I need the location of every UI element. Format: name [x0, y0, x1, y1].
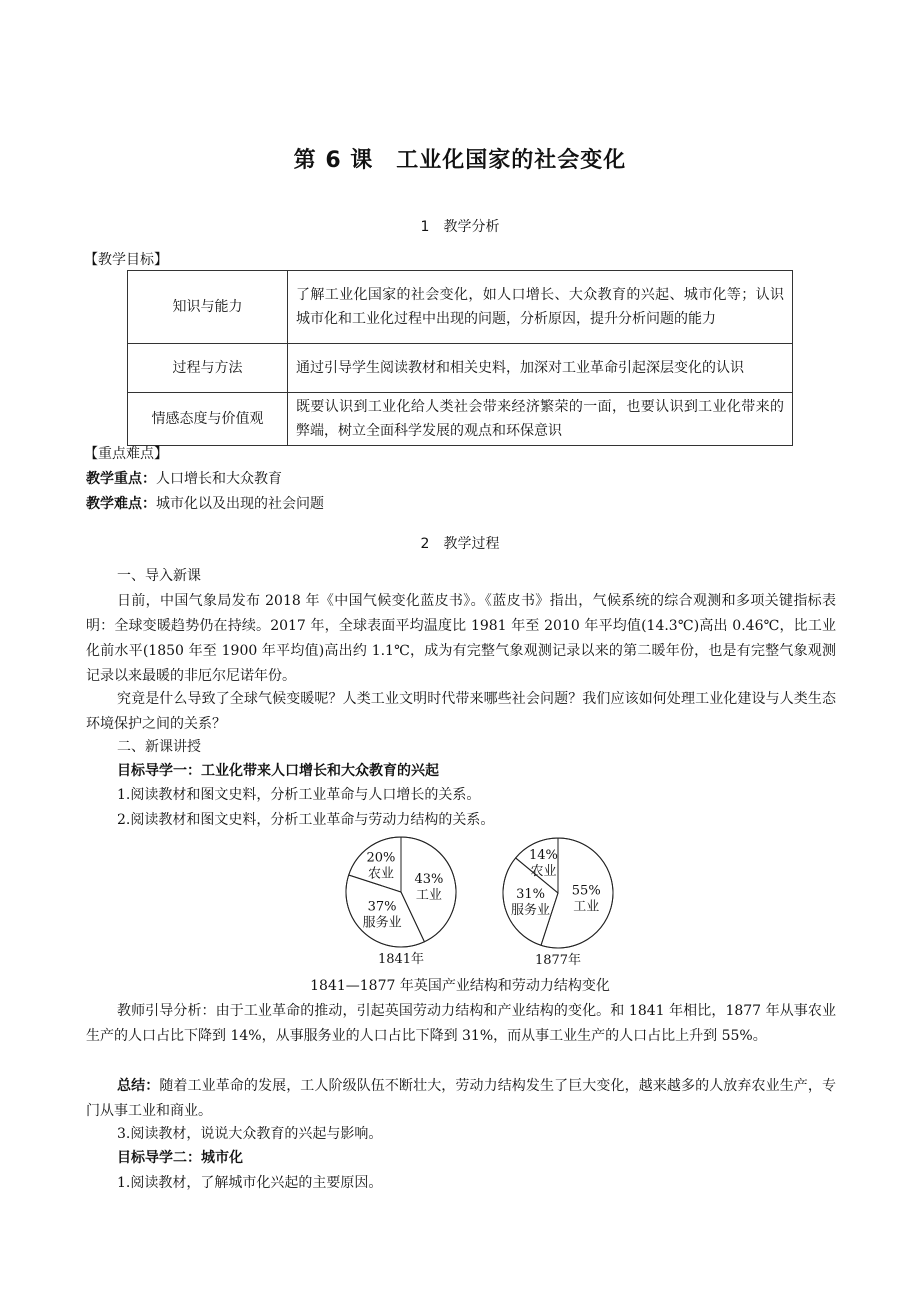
pie-category-label: 服务业 [511, 902, 551, 918]
key-point-label: 教学重点： [86, 471, 156, 487]
difficult-point-text: 城市化以及出现的社会问题 [156, 496, 324, 512]
pie-percent-label: 20% [366, 850, 396, 866]
pie-charts-svg [330, 833, 650, 973]
chart-caption: 1841—1877 年英国产业结构和劳动力结构变化 [310, 978, 610, 994]
goal2-item-1: 1.阅读教材，了解城市化兴起的主要原因。 [117, 1175, 383, 1191]
difficult-point-label: 教学难点： [86, 496, 156, 512]
goal1-heading: 目标导学一：工业化带来人口增长和大众教育的兴起 [117, 763, 439, 779]
key-point-line [86, 469, 282, 489]
pie-chart-1 [503, 838, 613, 968]
pie-percent-label: 37% [367, 899, 397, 915]
goal-label: 情感态度与价值观 [128, 393, 288, 446]
teacher-analysis-label: 教师引导分析： [117, 1003, 216, 1019]
goal1-item-1: 1.阅读教材和图文史料，分析工业革命与人口增长的关系。 [117, 787, 481, 803]
key-point-text: 人口增长和大众教育 [156, 471, 282, 487]
goal2-heading: 目标导学二：城市化 [117, 1150, 243, 1166]
intro-paragraph-2: 究竟是什么导致了全球气候变暖呢？人类工业文明时代带来哪些社会问题？我们应该如何处理工业化建设与人类生态环境保护之间的关系？ [86, 691, 836, 732]
goals-label: 【教学目标】 [84, 252, 168, 268]
summary-text: 随着工业革命的发展，工人阶级队伍不断壮大，劳动力结构发生了巨大变化，越来越多的人放弃农业生产，专门从事工业和商业。 [86, 1078, 837, 1119]
teaching-goals-table [127, 270, 793, 446]
pie-category-label: 农业 [530, 864, 557, 880]
pie-percent-label: 55% [571, 883, 601, 899]
section-heading-analysis: 1 教学分析 [420, 219, 500, 235]
intro-heading: 一、导入新课 [117, 568, 201, 584]
pie-percent-label: 43% [414, 871, 444, 887]
table-row [128, 393, 793, 446]
goal-content: 既要认识到工业化给人类社会带来经济繁荣的一面，也要认识到工业化带来的弊端，树立全面科学发展的观点和环保意识 [288, 393, 793, 446]
table-row [128, 344, 793, 393]
pie-percent-label: 31% [516, 886, 545, 902]
goal1-item-3: 3.阅读教材，说说大众教育的兴起与影响。 [117, 1126, 383, 1142]
labor-structure-charts [330, 833, 650, 973]
pie-title: 1841年 [377, 952, 425, 967]
teacher-analysis [86, 999, 836, 1049]
pie-title: 1877年 [534, 953, 582, 968]
key-difficult-label: 【重点难点】 [84, 446, 168, 462]
pie-chart-0 [346, 837, 456, 967]
intro-paragraph-1: 日前，中国气象局发布 2018 年《中国气候变化蓝皮书》。《蓝皮书》指出，气候系统的综合观测和多项关键指标表明：全球变暖趋势仍在持续。2017 年，全球表面平均温度比 1981 年至 2010 年平均值(14.3℃)高出 0.46℃，比工业化前水平(1850 年至 1900 年平均值)高出约 1.1℃，成为有完整气象观测记录以来的第二暖年份，也是有完整气象观测记录以来最暖的非厄尔尼诺年份。 [86, 593, 836, 684]
pie-category-label: 工业 [573, 899, 600, 915]
new-lesson-heading: 二、新课讲授 [117, 739, 201, 755]
section-heading-process: 2 教学过程 [420, 536, 500, 552]
goal-content: 通过引导学生阅读教材和相关史料，加深对工业革命引起深层变化的认识 [288, 344, 793, 393]
pie-percent-label: 14% [529, 848, 558, 864]
goal-label: 过程与方法 [128, 344, 288, 393]
table-row [128, 271, 793, 344]
page-title: 第 6 课 工业化国家的社会变化 [293, 148, 627, 173]
difficult-point-line [86, 494, 324, 514]
goal-label: 知识与能力 [128, 271, 288, 344]
teacher-analysis-text: 由于工业革命的推动，引起英国劳动力结构和产业结构的变化。和 1841 年相比，1877 年从事农业生产的人口占比下降到 14%，从事服务业的人口占比下降到 31%，而从事工业生产的人口占比上升到 55%。 [86, 1003, 836, 1044]
summary-label: 总结： [117, 1078, 160, 1094]
pie-category-label: 服务业 [362, 915, 402, 931]
summary [86, 1074, 836, 1124]
goal1-item-2: 2.阅读教材和图文史料，分析工业革命与劳动力结构的关系。 [117, 812, 495, 828]
goal-content: 了解工业化国家的社会变化，如人口增长、大众教育的兴起、城市化等；认识城市化和工业化过程中出现的问题，分析原因，提升分析问题的能力 [288, 271, 793, 344]
pie-category-label: 农业 [367, 866, 394, 882]
pie-category-label: 工业 [415, 887, 442, 903]
